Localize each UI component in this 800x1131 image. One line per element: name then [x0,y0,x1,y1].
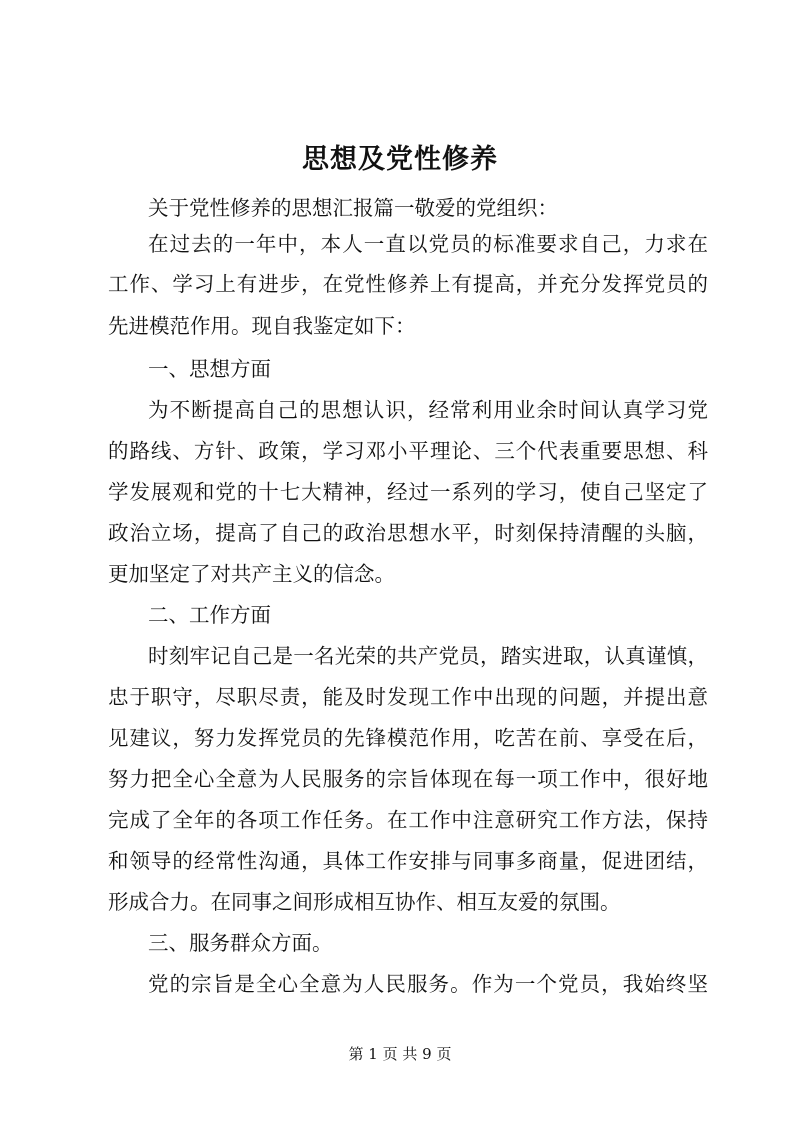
paragraph-line: 见建议，努力发挥党员的先锋模范作用，吃苦在前、享受在后， [108,726,708,750]
page-footer: 第 1 页 共 9 页 [348,1045,452,1063]
paragraph-line: 努力把全心全意为人民服务的宗旨体现在每一项工作中，很好地 [108,767,708,791]
paragraph-line: 的路线、方针、政策，学习邓小平理论、三个代表重要思想、科 [108,439,708,463]
section-heading: 二、工作方面 [148,603,271,627]
paragraph-line: 和领导的经常性沟通，具体工作安排与同事多商量，促进团结， [108,849,708,873]
paragraph-line: 关于党性修养的思想汇报篇一敬爱的党组织： [148,196,558,220]
paragraph-line: 学发展观和党的十七大精神，经过一系列的学习，使自己坚定了 [108,480,708,504]
paragraph-line: 党的宗旨是全心全意为人民服务。作为一个党员，我始终坚 [148,972,708,996]
paragraph-line: 为不断提高自己的思想认识，经常利用业余时间认真学习党 [148,398,708,422]
paragraph-line: 时刻牢记自己是一名光荣的共产党员，踏实进取，认真谨慎， [148,644,708,668]
paragraph-line: 工作、学习上有进步，在党性修养上有提高，并充分发挥党员的 [108,272,708,296]
section-heading: 一、思想方面 [148,357,271,381]
section-heading: 三、服务群众方面。 [148,931,333,955]
paragraph-line: 更加坚定了对共产主义的信念。 [108,562,395,586]
paragraph-line: 形成合力。在同事之间形成相互协作、相互友爱的氛围。 [108,890,621,914]
paragraph-line: 忠于职守，尽职尽责，能及时发现工作中出现的问题，并提出意 [108,685,708,709]
paragraph-line: 先进模范作用。现自我鉴定如下： [108,314,416,338]
paragraph-line: 在过去的一年中，本人一直以党员的标准要求自己，力求在 [148,232,708,256]
document-title: 思想及党性修养 [302,144,498,175]
paragraph-line: 政治立场，提高了自己的政治思想水平，时刻保持清醒的头脑， [108,521,708,545]
paragraph-line: 完成了全年的各项工作任务。在工作中注意研究工作方法，保持 [108,808,708,832]
